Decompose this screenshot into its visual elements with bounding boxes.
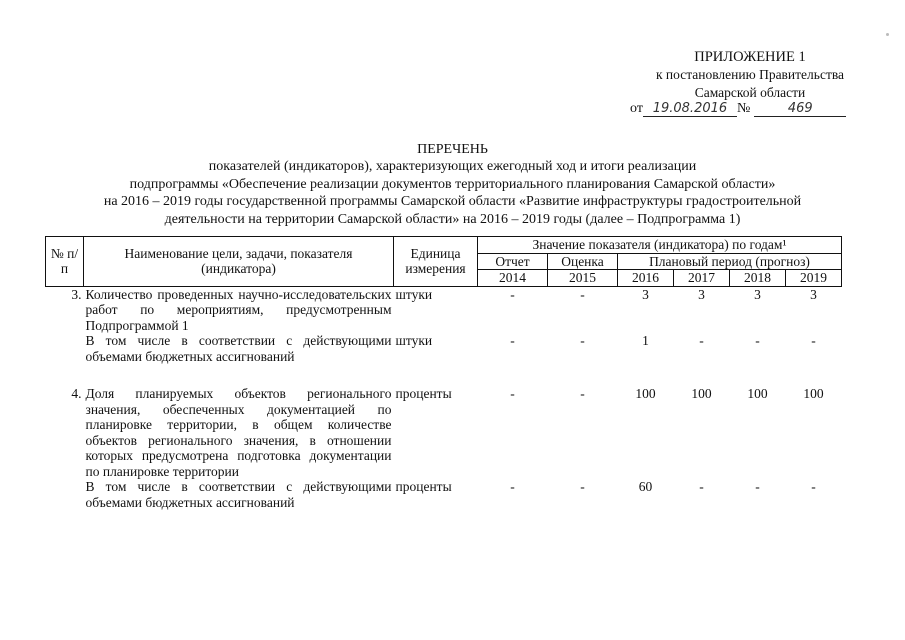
document-title: ПЕРЕЧЕНЬ (417, 142, 488, 157)
value-2014: - (510, 479, 515, 494)
header-year-2015: 2015 (548, 270, 618, 287)
value-2018: 3 (754, 286, 761, 302)
value-2014: - (510, 333, 515, 348)
value-2017: - (699, 333, 704, 348)
header-report: Отчет (478, 253, 548, 270)
value-2015: - (580, 479, 585, 494)
value-2016: 60 (638, 479, 653, 494)
header-plan-period: Плановый период (прогноз) (618, 253, 842, 270)
value-2016: 1 (642, 333, 649, 348)
header-year-2019: 2019 (786, 270, 842, 287)
row-unit: штуки (395, 333, 433, 348)
appendix-title: ПРИЛОЖЕНИЕ 1 (694, 49, 806, 65)
header-name: Наименование цели, задачи, показателя (индикатора) (84, 237, 394, 287)
row-num: 4. (71, 386, 82, 401)
row-num: 3. (71, 286, 82, 302)
appendix-line-2: Самарской области (694, 85, 806, 100)
value-2016: 100 (635, 386, 656, 401)
table-row (46, 333, 842, 366)
header-num: № п/п (46, 237, 84, 287)
row-unit: штуки (395, 286, 433, 302)
table-row (46, 479, 842, 510)
value-2018: - (755, 333, 760, 348)
subtitle-line-4: деятельности на территории Самарской области» на 2016 – 2019 годы (далее – Подпрограмма 1) (164, 211, 741, 227)
value-2015: - (580, 386, 585, 401)
table-row (46, 286, 842, 333)
value-2014: - (510, 286, 515, 302)
subtitle-line-2: подпрограммы «Обеспечение реализации документов территориального планирования Самарской области» (129, 176, 776, 192)
header-year-2014: 2014 (478, 270, 548, 287)
row-num (46, 479, 84, 510)
handwritten-date: 19.08.2016 (643, 101, 737, 117)
row-num (46, 333, 84, 366)
header-value-group: Значение показателя (индикатора) по годам¹ (478, 237, 842, 254)
value-2015: - (580, 286, 585, 302)
document-subtitle (20, 158, 885, 228)
number-label: № (736, 101, 751, 116)
value-2015: - (580, 333, 585, 348)
value-2019: 3 (810, 286, 817, 302)
value-2017: 100 (691, 386, 712, 401)
subtitle-line-1: показателей (индикаторов), характеризующих ежегодный ход и итоги реализации (208, 159, 697, 174)
scan-speck (886, 33, 889, 36)
header-estimate: Оценка (548, 253, 618, 270)
row-name: В том числе в соответствии с действующими объемами бюджетных ассигнований (85, 333, 392, 364)
appendix-block (600, 48, 900, 102)
handwritten-number: 469 (754, 101, 846, 117)
value-2019: 100 (803, 386, 824, 401)
resolution-reference (630, 101, 846, 117)
row-name: Доля планируемых объектов регионального значения, обеспеченных документацией по планировке территории, в общем количестве объектов регионального значения, в отношении которых предусмотрена подготовка документации по планировке территории (85, 386, 392, 479)
value-2018: - (755, 479, 760, 494)
subtitle-line-3: на 2016 – 2019 годы государственной программы Самарской области «Развитие инфраструктуры градостроительной (103, 194, 802, 209)
header-unit: Единица измерения (394, 237, 478, 287)
row-unit: проценты (395, 386, 452, 401)
appendix-line-1: к постановлению Правительства (655, 67, 845, 82)
value-2019: - (811, 479, 816, 494)
value-2018: 100 (747, 386, 768, 401)
value-2017: 3 (698, 286, 705, 302)
value-2017: - (699, 479, 704, 494)
indicators-table (45, 236, 842, 510)
header-year-2016: 2016 (618, 270, 674, 287)
row-name: В том числе в соответствии с действующими объемами бюджетных ассигнований (85, 479, 392, 510)
table-row (46, 386, 842, 479)
value-2016: 3 (642, 286, 649, 302)
header-year-2017: 2017 (674, 270, 730, 287)
row-name: Количество проведенных научно-исследовательских работ по мероприятиям, предусмотренным Подпрограммой 1 (85, 286, 392, 333)
row-spacer (46, 366, 842, 386)
from-label: от (630, 101, 643, 116)
value-2014: - (510, 386, 515, 401)
header-year-2018: 2018 (730, 270, 786, 287)
row-unit: проценты (395, 479, 452, 494)
value-2019: - (811, 333, 816, 348)
